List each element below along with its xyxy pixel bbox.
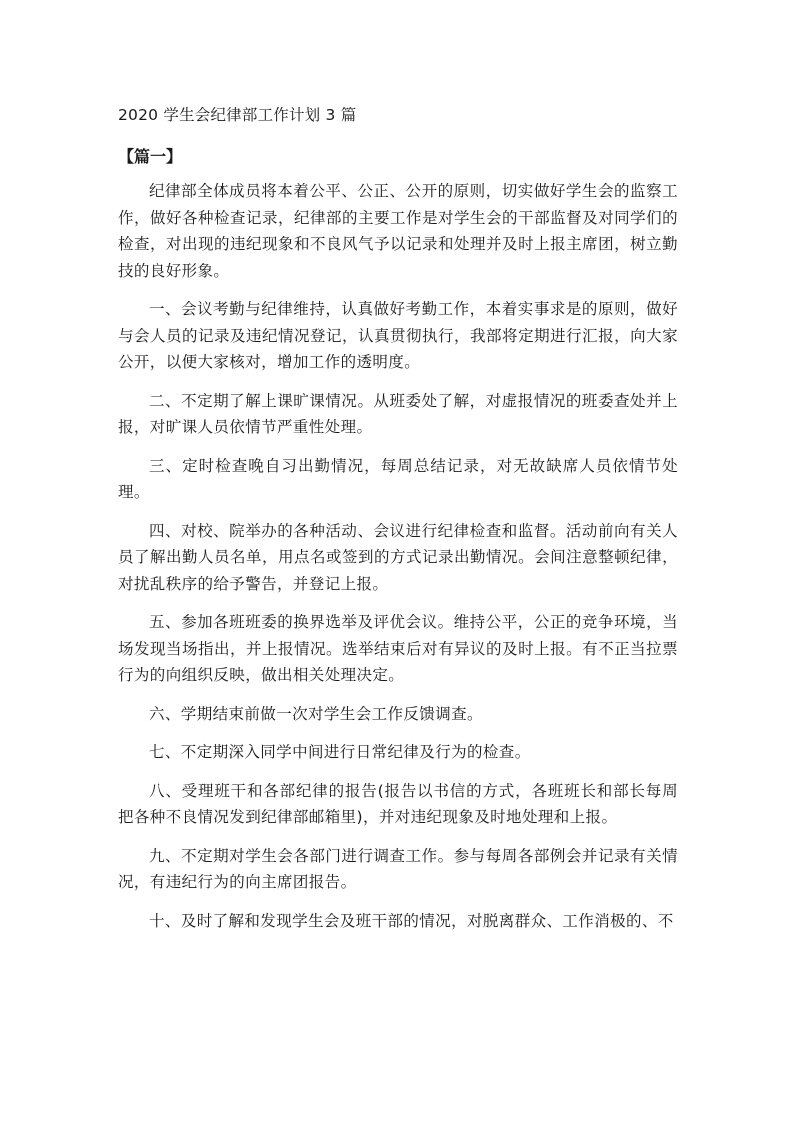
paragraph-item-5: 五、参加各班班委的换界选举及评优会议。维持公平，公正的竞争环境，当场发现当场指出，并上报情况。选举结束后对有异议的及时上报。有不正当拉票行为的向组织反映，做出相关处理决定。 [118,613,678,684]
document-title: 2020 学生会纪律部工作计划 3 篇 [118,106,357,124]
paragraph-item-1: 一、会议考勤与纪律维持，认真做好考勤工作，本着实事求是的原则，做好与会人员的记录及违纪情况登记，认真贯彻执行，我部将定期进行汇报，向大家公开，以便大家核对，增加工作的透明度。 [118,300,678,371]
document-body [118,104,678,934]
paragraph-item-10: 十、及时了解和发现学生会及班干部的情况，对脱离群众、工作消极的、不 [149,911,674,930]
paragraph-item-6: 六、学期结束前做一次对学生会工作反馈调查。 [149,704,483,723]
paragraph-item-2: 二、不定期了解上课旷课情况。从班委处了解，对虚报情况的班委查处并上报，对旷课人员依情节严重性处理。 [118,391,678,436]
paragraph-item-4: 四、对校、院举办的各种活动、会议进行纪律检查和监督。活动前向有关人员了解出勤人员名单，用点名或签到的方式记录出勤情况。会间注意整顿纪律，对扰乱秩序的给予警告，并登记上报。 [118,521,678,593]
paragraph-intro: 纪律部全体成员将本着公平、公正、公开的原则，切实做好学生会的监察工作，做好各种检查记录，纪律部的主要工作是对学生会的干部监督及对同学们的检查，对出现的违纪现象和不良风气予以记录和处理并及时上报主席团，树立勤技的良好形象。 [118,182,678,280]
paragraph-item-7: 七、不定期深入同学中间进行日常纪律及行为的检查。 [149,743,531,761]
paragraph-item-3: 三、定时检查晚自习出勤情况，每周总结记录，对无故缺席人员依情节处理。 [118,456,678,501]
paragraph-item-8: 八、受理班干和各部纪律的报告(报告以书信的方式，各班班长和部长每周把各种不良情况发到纪律部邮箱里)，并对违纪现象及时地处理和上报。 [118,781,678,826]
paragraph-item-9: 九、不定期对学生会各部门进行调查工作。参与每周各部例会并记录有关情况，有违纪行为的向主席团报告。 [118,846,678,891]
section-heading: 【篇一】 [118,147,183,166]
